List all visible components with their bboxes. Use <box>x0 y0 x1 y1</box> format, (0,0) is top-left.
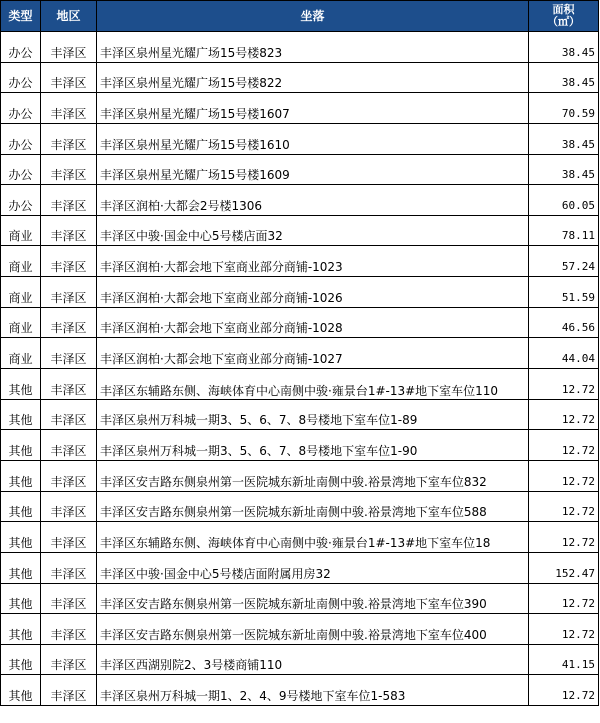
table-row <box>1 430 599 461</box>
cell-area: 12.72 <box>529 675 599 706</box>
cell-area: 12.72 <box>529 369 599 400</box>
cell-district: 丰泽区 <box>41 185 97 216</box>
table-body <box>1 32 599 706</box>
cell-district: 丰泽区 <box>41 522 97 553</box>
cell-type: 办公 <box>1 185 41 216</box>
header-area-unit: （㎡） <box>547 15 580 28</box>
cell-area: 12.72 <box>529 430 599 461</box>
cell-address: 丰泽区泉州星光耀广场15号楼823 <box>97 32 529 63</box>
header-area-label: 面积 <box>552 3 575 16</box>
cell-district: 丰泽区 <box>41 399 97 430</box>
cell-area: 12.72 <box>529 614 599 645</box>
header-area <box>529 1 599 32</box>
cell-address: 丰泽区中骏·国金中心5号楼店面32 <box>97 215 529 246</box>
cell-address: 丰泽区润柏·大都会地下室商业部分商铺-1027 <box>97 338 529 369</box>
cell-district: 丰泽区 <box>41 123 97 154</box>
cell-address: 丰泽区东辅路东侧、海峡体育中心南侧中骏·雍景台1#-13#地下室车位18 <box>97 522 529 553</box>
cell-district: 丰泽区 <box>41 614 97 645</box>
table-row <box>1 307 599 338</box>
table-row <box>1 185 599 216</box>
header-district: 地区 <box>41 1 97 32</box>
cell-address: 丰泽区西湖别院2、3号楼商铺110 <box>97 644 529 675</box>
cell-district: 丰泽区 <box>41 369 97 400</box>
cell-district: 丰泽区 <box>41 215 97 246</box>
cell-area: 70.59 <box>529 93 599 124</box>
table-row <box>1 614 599 645</box>
cell-area: 41.15 <box>529 644 599 675</box>
cell-type: 商业 <box>1 338 41 369</box>
cell-district: 丰泽区 <box>41 338 97 369</box>
table-row <box>1 644 599 675</box>
cell-area: 38.45 <box>529 154 599 185</box>
cell-area: 78.11 <box>529 215 599 246</box>
cell-area: 51.59 <box>529 277 599 308</box>
cell-type: 其他 <box>1 369 41 400</box>
cell-type: 商业 <box>1 246 41 277</box>
cell-district: 丰泽区 <box>41 430 97 461</box>
cell-address: 丰泽区润柏·大都会地下室商业部分商铺-1028 <box>97 307 529 338</box>
cell-area: 12.72 <box>529 399 599 430</box>
table-row <box>1 460 599 491</box>
cell-address: 丰泽区安吉路东侧泉州第一医院城东新址南侧中骏.裕景湾地下室车位832 <box>97 460 529 491</box>
cell-area: 152.47 <box>529 552 599 583</box>
cell-type: 其他 <box>1 583 41 614</box>
cell-type: 商业 <box>1 215 41 246</box>
header-address: 坐落 <box>97 1 529 32</box>
cell-area: 12.72 <box>529 583 599 614</box>
table-row <box>1 246 599 277</box>
cell-type: 其他 <box>1 399 41 430</box>
cell-address: 丰泽区泉州万科城一期1、2、4、9号楼地下室车位1-583 <box>97 675 529 706</box>
table-row <box>1 62 599 93</box>
cell-type: 其他 <box>1 614 41 645</box>
cell-area: 57.24 <box>529 246 599 277</box>
table-row <box>1 522 599 553</box>
table-row <box>1 583 599 614</box>
cell-area: 12.72 <box>529 491 599 522</box>
cell-address: 丰泽区泉州万科城一期3、5、6、7、8号楼地下室车位1-89 <box>97 399 529 430</box>
cell-type: 其他 <box>1 675 41 706</box>
cell-type: 其他 <box>1 430 41 461</box>
cell-district: 丰泽区 <box>41 62 97 93</box>
cell-type: 其他 <box>1 522 41 553</box>
table-row <box>1 675 599 706</box>
cell-district: 丰泽区 <box>41 583 97 614</box>
table-row <box>1 552 599 583</box>
cell-type: 商业 <box>1 307 41 338</box>
cell-area: 38.45 <box>529 123 599 154</box>
cell-address: 丰泽区安吉路东侧泉州第一医院城东新址南侧中骏.裕景湾地下室车位588 <box>97 491 529 522</box>
cell-district: 丰泽区 <box>41 675 97 706</box>
cell-area: 12.72 <box>529 522 599 553</box>
cell-type: 办公 <box>1 154 41 185</box>
table-row <box>1 123 599 154</box>
cell-district: 丰泽区 <box>41 644 97 675</box>
cell-area: 44.04 <box>529 338 599 369</box>
cell-address: 丰泽区泉州星光耀广场15号楼822 <box>97 62 529 93</box>
header-type: 类型 <box>1 1 41 32</box>
cell-district: 丰泽区 <box>41 460 97 491</box>
cell-area: 38.45 <box>529 32 599 63</box>
cell-address: 丰泽区润柏·大都会地下室商业部分商铺-1023 <box>97 246 529 277</box>
cell-address: 丰泽区泉州星光耀广场15号楼1609 <box>97 154 529 185</box>
cell-area: 46.56 <box>529 307 599 338</box>
cell-address: 丰泽区泉州万科城一期3、5、6、7、8号楼地下室车位1-90 <box>97 430 529 461</box>
table-row <box>1 215 599 246</box>
table-row <box>1 369 599 400</box>
cell-district: 丰泽区 <box>41 154 97 185</box>
cell-type: 办公 <box>1 32 41 63</box>
cell-address: 丰泽区东辅路东侧、海峡体育中心南侧中骏·雍景台1#-13#地下室车位110 <box>97 369 529 400</box>
table-row <box>1 277 599 308</box>
table-row <box>1 338 599 369</box>
cell-address: 丰泽区泉州星光耀广场15号楼1607 <box>97 93 529 124</box>
cell-type: 其他 <box>1 491 41 522</box>
cell-type: 商业 <box>1 277 41 308</box>
cell-district: 丰泽区 <box>41 491 97 522</box>
table-row <box>1 32 599 63</box>
cell-type: 其他 <box>1 644 41 675</box>
cell-district: 丰泽区 <box>41 552 97 583</box>
cell-district: 丰泽区 <box>41 307 97 338</box>
cell-area: 38.45 <box>529 62 599 93</box>
table-row <box>1 399 599 430</box>
cell-area: 12.72 <box>529 460 599 491</box>
cell-address: 丰泽区安吉路东侧泉州第一医院城东新址南侧中骏.裕景湾地下室车位390 <box>97 583 529 614</box>
table-header <box>1 1 599 32</box>
table-row <box>1 491 599 522</box>
cell-type: 办公 <box>1 62 41 93</box>
cell-district: 丰泽区 <box>41 93 97 124</box>
cell-type: 办公 <box>1 123 41 154</box>
cell-address: 丰泽区安吉路东侧泉州第一医院城东新址南侧中骏.裕景湾地下室车位400 <box>97 614 529 645</box>
table-row <box>1 93 599 124</box>
cell-address: 丰泽区泉州星光耀广场15号楼1610 <box>97 123 529 154</box>
cell-type: 其他 <box>1 460 41 491</box>
cell-address: 丰泽区润柏·大都会2号楼1306 <box>97 185 529 216</box>
cell-area: 60.05 <box>529 185 599 216</box>
cell-type: 其他 <box>1 552 41 583</box>
table-row <box>1 154 599 185</box>
cell-address: 丰泽区中骏·国金中心5号楼店面附属用房32 <box>97 552 529 583</box>
header-row <box>1 1 599 32</box>
cell-type: 办公 <box>1 93 41 124</box>
cell-district: 丰泽区 <box>41 32 97 63</box>
cell-district: 丰泽区 <box>41 246 97 277</box>
cell-address: 丰泽区润柏·大都会地下室商业部分商铺-1026 <box>97 277 529 308</box>
cell-district: 丰泽区 <box>41 277 97 308</box>
